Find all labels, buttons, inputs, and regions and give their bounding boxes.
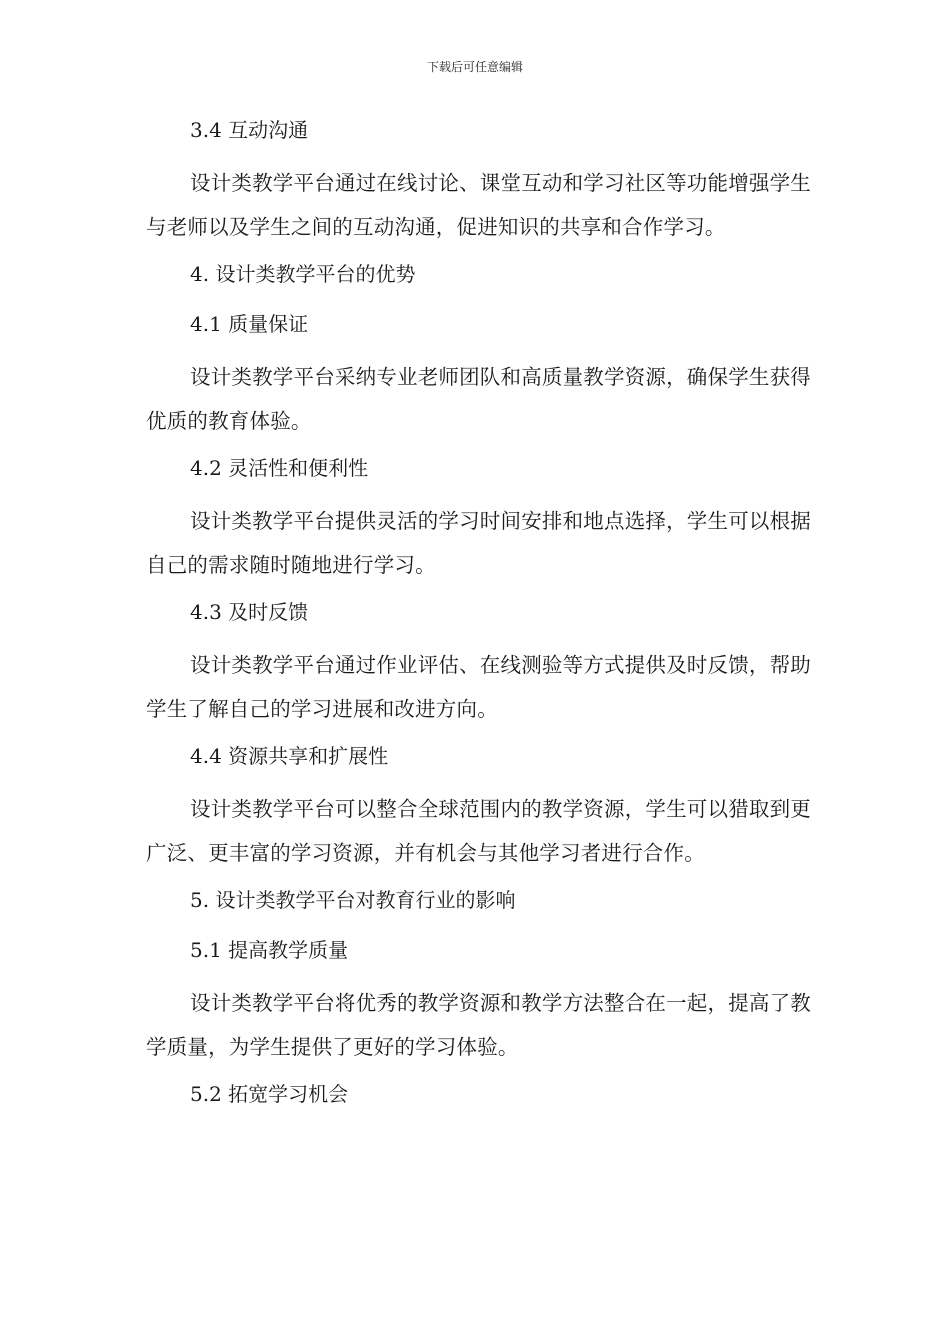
section-heading-5: 5. 设计类教学平台对教育行业的影响 <box>190 888 516 912</box>
section-heading-4-1: 4.1 质量保证 <box>190 312 309 336</box>
section-heading-4: 4. 设计类教学平台的优势 <box>190 262 416 286</box>
section-heading-5-1: 5.1 提高教学质量 <box>190 938 349 962</box>
paragraph-interaction: 设计类教学平台通过在线讨论、课堂互动和学习社区等功能增强学生与老师以及学生之间的互动沟通，促进知识的共享和合作学习。 <box>146 171 811 239</box>
document-body <box>146 112 816 1126</box>
paragraph-quality: 设计类教学平台采纳专业老师团队和高质量教学资源，确保学生获得优质的教育体验。 <box>146 365 811 433</box>
section-heading-4-3: 4.3 及时反馈 <box>190 600 309 624</box>
section-heading-4-4: 4.4 资源共享和扩展性 <box>190 744 389 768</box>
paragraph-teaching-quality: 设计类教学平台将优秀的教学资源和教学方法整合在一起，提高了教学质量，为学生提供了更好的学习体验。 <box>146 991 811 1059</box>
paragraph-flexibility: 设计类教学平台提供灵活的学习时间安排和地点选择，学生可以根据自己的需求随时随地进行学习。 <box>146 509 811 577</box>
paragraph-feedback: 设计类教学平台通过作业评估、在线测验等方式提供及时反馈，帮助学生了解自己的学习进展和改进方向。 <box>146 653 811 721</box>
section-heading-4-2: 4.2 灵活性和便利性 <box>190 456 369 480</box>
section-heading-3-4: 3.4 互动沟通 <box>190 118 309 142</box>
page-header-note: 下载后可任意编辑 <box>426 60 523 74</box>
section-heading-5-2: 5.2 拓宽学习机会 <box>190 1082 349 1106</box>
paragraph-resources: 设计类教学平台可以整合全球范围内的教学资源，学生可以猎取到更广泛、更丰富的学习资源，并有机会与其他学习者进行合作。 <box>146 797 811 865</box>
